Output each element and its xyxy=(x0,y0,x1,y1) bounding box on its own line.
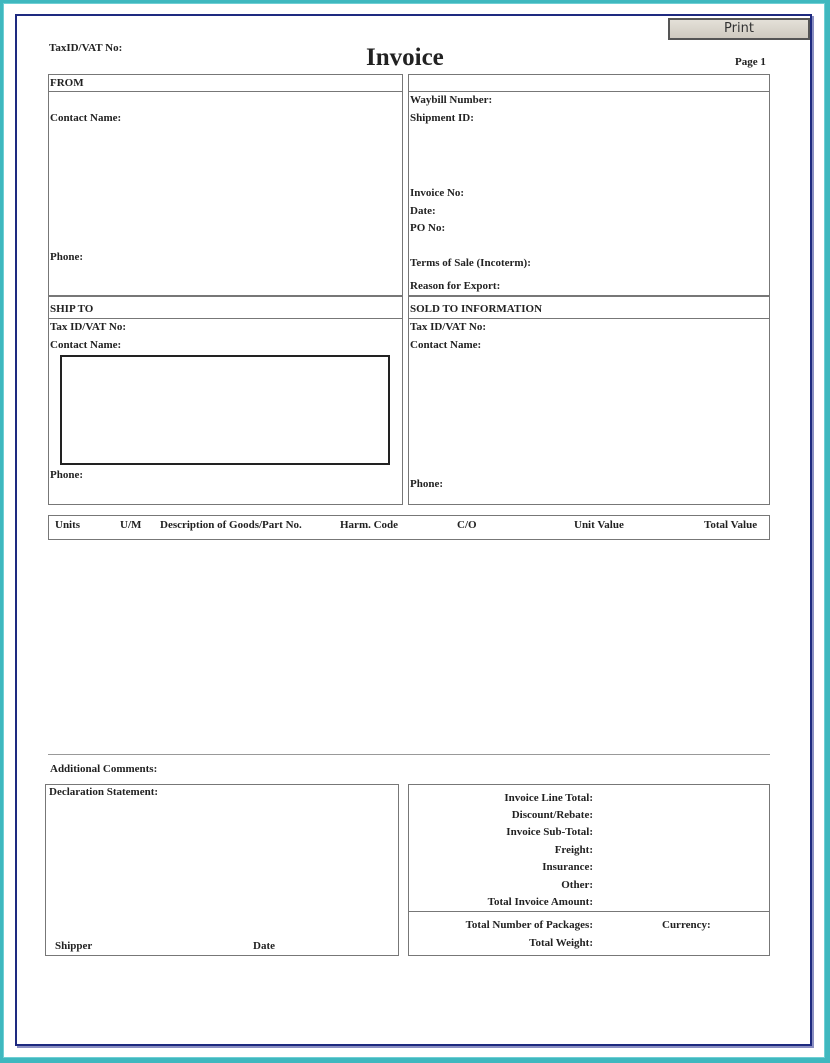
column-header-description: Description of Goods/Part No. xyxy=(160,519,302,531)
reason-label: Reason for Export: xyxy=(410,280,501,292)
invoice-line-total-label: Invoice Line Total: xyxy=(504,792,593,804)
sold-to-divider xyxy=(408,318,770,319)
terms-label: Terms of Sale (Incoterm): xyxy=(410,257,531,269)
page-number: Page 1 xyxy=(735,56,766,68)
ship-to-tax-label: Tax ID/VAT No: xyxy=(50,321,127,333)
header-tax-label: TaxID/VAT No: xyxy=(49,42,123,54)
po-no-label: PO No: xyxy=(410,222,446,234)
additional-comments-label: Additional Comments: xyxy=(50,763,158,775)
column-header-units: Units xyxy=(55,519,81,531)
waybill-label: Waybill Number: xyxy=(410,94,493,106)
currency-label: Currency: xyxy=(662,919,711,931)
page-title: Invoice xyxy=(366,44,444,71)
declaration-label: Declaration Statement: xyxy=(49,786,159,798)
total-packages-label: Total Number of Packages: xyxy=(465,919,593,931)
invoice-no-label: Invoice No: xyxy=(410,187,465,199)
ship-to-divider xyxy=(48,318,403,319)
line-items-header xyxy=(48,515,770,540)
from-divider xyxy=(48,91,403,92)
ship-to-contact-label: Contact Name: xyxy=(50,339,122,351)
discount-label: Discount/Rebate: xyxy=(511,809,593,821)
print-button[interactable]: Print xyxy=(668,18,810,40)
comments-divider xyxy=(48,754,770,755)
from-heading: FROM xyxy=(50,77,84,89)
shipment-id-label: Shipment ID: xyxy=(410,112,474,124)
sold-to-tax-label: Tax ID/VAT No: xyxy=(410,321,487,333)
column-header-co: C/O xyxy=(457,519,477,531)
column-header-total-value: Total Value xyxy=(704,519,758,531)
ship-to-heading: SHIP TO xyxy=(50,303,94,315)
insurance-label: Insurance: xyxy=(542,861,593,873)
date-label: Date: xyxy=(410,205,436,217)
column-header-harm-code: Harm. Code xyxy=(340,519,399,531)
column-header-um: U/M xyxy=(120,519,142,531)
declaration-date-label: Date xyxy=(253,940,275,952)
ship-to-address-field[interactable] xyxy=(60,355,390,465)
other-label: Other: xyxy=(561,879,593,891)
freight-label: Freight: xyxy=(554,844,593,856)
from-phone-label: Phone: xyxy=(50,251,83,263)
sold-to-phone-label: Phone: xyxy=(410,478,443,490)
shipper-label: Shipper xyxy=(55,940,93,952)
shipment-divider xyxy=(408,91,770,92)
from-contact-label: Contact Name: xyxy=(50,112,122,124)
total-weight-label: Total Weight: xyxy=(529,937,593,949)
invoice-sub-total-label: Invoice Sub-Total: xyxy=(506,826,593,838)
from-box xyxy=(48,74,403,296)
ship-to-phone-label: Phone: xyxy=(50,469,83,481)
sold-to-heading: SOLD TO INFORMATION xyxy=(410,303,543,315)
declaration-box xyxy=(45,784,399,956)
sold-to-contact-label: Contact Name: xyxy=(410,339,482,351)
total-invoice-amount-label: Total Invoice Amount: xyxy=(487,896,593,908)
totals-divider xyxy=(408,911,770,912)
column-header-unit-value: Unit Value xyxy=(574,519,624,531)
